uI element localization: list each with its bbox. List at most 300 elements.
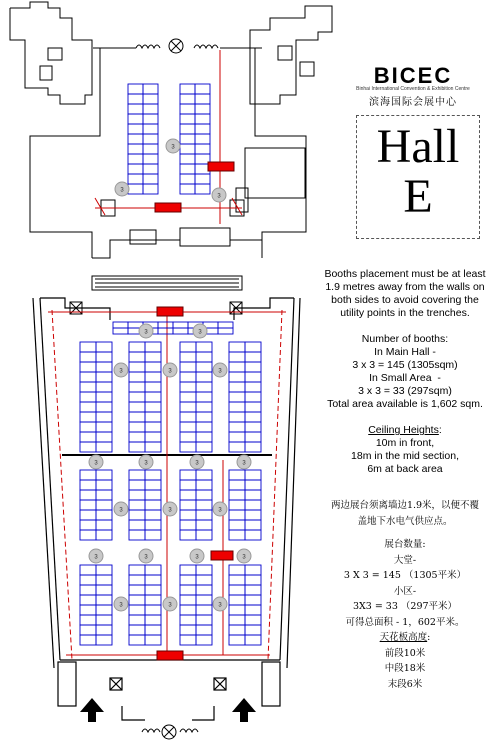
- booth: [129, 625, 145, 635]
- booth: [196, 615, 212, 625]
- booth: [229, 392, 245, 402]
- booth: [96, 372, 112, 382]
- booth-block: [180, 470, 212, 540]
- booth: [180, 184, 195, 194]
- service-point-label: 3: [144, 329, 148, 336]
- booth: [196, 575, 212, 585]
- booth: [245, 530, 261, 540]
- booth: [128, 84, 143, 94]
- booth: [80, 382, 96, 392]
- booth: [196, 470, 212, 480]
- booth: [80, 432, 96, 442]
- utility-box: [208, 162, 234, 171]
- booth: [96, 575, 112, 585]
- booth: [229, 352, 245, 362]
- booth: [129, 480, 145, 490]
- booth: [195, 134, 210, 144]
- small-area-calc-cn: 3X3 = 33 （297平米）: [352, 601, 458, 612]
- booth: [80, 615, 96, 625]
- utility-box: [211, 551, 233, 560]
- booth: [143, 184, 158, 194]
- booth: [180, 635, 196, 645]
- ceiling-mid: 18m in the mid section,: [351, 450, 459, 462]
- booth: [80, 635, 96, 645]
- booth: [145, 412, 161, 422]
- booth: [128, 124, 143, 134]
- booth: [180, 84, 195, 94]
- booth: [128, 144, 143, 154]
- booth-block: [229, 470, 261, 540]
- booth-block: [129, 470, 161, 540]
- placement-note-cn: 两边展台须离墙边1.9米，以便不覆: [330, 500, 480, 511]
- booth: [180, 382, 196, 392]
- booth: [196, 422, 212, 432]
- booth: [96, 412, 112, 422]
- booth: [196, 605, 212, 615]
- booth: [96, 520, 112, 530]
- booth: [145, 625, 161, 635]
- booth: [180, 490, 196, 500]
- booth: [229, 595, 245, 605]
- booth: [143, 94, 158, 104]
- booth: [229, 372, 245, 382]
- booth: [229, 490, 245, 500]
- booth: [229, 480, 245, 490]
- logo-name: BICEC: [373, 63, 453, 88]
- booth: [229, 432, 245, 442]
- upper-service-points: [155, 162, 234, 212]
- service-point-label: 3: [195, 460, 199, 467]
- booth: [129, 412, 145, 422]
- utility-box: [157, 651, 183, 660]
- booth: [96, 352, 112, 362]
- booth: [129, 422, 145, 432]
- booth: [129, 392, 145, 402]
- booth-block: [180, 342, 212, 452]
- booth: [245, 342, 261, 352]
- booth-block: [129, 342, 161, 452]
- service-point-label: 3: [119, 368, 123, 375]
- booth: [129, 585, 145, 595]
- booth: [173, 328, 188, 334]
- booth: [180, 114, 195, 124]
- booth: [145, 490, 161, 500]
- booth: [196, 530, 212, 540]
- booth: [229, 575, 245, 585]
- booth: [80, 392, 96, 402]
- service-point-label: 3: [171, 144, 175, 151]
- booth: [245, 575, 261, 585]
- booth: [143, 154, 158, 164]
- booth: [229, 615, 245, 625]
- ceiling-front-cn: 前段10米: [384, 647, 426, 659]
- booth: [80, 372, 96, 382]
- booth: [196, 432, 212, 442]
- booth: [180, 94, 195, 104]
- booth: [129, 635, 145, 645]
- booth: [145, 520, 161, 530]
- service-point-label: 3: [94, 554, 98, 561]
- booth: [96, 392, 112, 402]
- booth-block: [129, 565, 161, 645]
- booth: [129, 615, 145, 625]
- booth: [229, 382, 245, 392]
- booth-count-heading-cn: 展台数量:: [384, 539, 426, 550]
- booth: [143, 114, 158, 124]
- booth-block: [80, 565, 112, 645]
- booth: [96, 615, 112, 625]
- booth: [129, 605, 145, 615]
- service-point-label: 3: [144, 460, 148, 467]
- booth: [143, 164, 158, 174]
- booth: [129, 402, 145, 412]
- booth: [96, 432, 112, 442]
- hall-title-box: [356, 115, 480, 239]
- booth: [196, 520, 212, 530]
- bottom-entrance: [142, 725, 198, 739]
- booth: [180, 575, 196, 585]
- service-point-label: 3: [119, 602, 123, 609]
- booth: [195, 144, 210, 154]
- booth: [128, 104, 143, 114]
- booth: [196, 402, 212, 412]
- chinese-notes: [316, 498, 494, 692]
- booth: [195, 124, 210, 134]
- booth: [129, 470, 145, 480]
- booth: [196, 342, 212, 352]
- booth: [180, 422, 196, 432]
- booth-block: [113, 322, 233, 334]
- booth: [113, 328, 128, 334]
- booth: [180, 605, 196, 615]
- booth: [180, 595, 196, 605]
- booth: [96, 625, 112, 635]
- booth: [180, 510, 196, 520]
- booth: [180, 585, 196, 595]
- booth: [145, 432, 161, 442]
- booth: [80, 565, 96, 575]
- upper-booth-grid: [128, 84, 210, 194]
- booth: [180, 392, 196, 402]
- booth: [196, 625, 212, 635]
- booth: [195, 94, 210, 104]
- booth: [180, 402, 196, 412]
- booth: [143, 104, 158, 114]
- booth: [143, 134, 158, 144]
- service-point-label: 3: [218, 602, 222, 609]
- booth: [96, 500, 112, 510]
- booth: [158, 322, 173, 328]
- booth: [80, 585, 96, 595]
- small-area-label: In Small Area -: [369, 372, 441, 384]
- booth: [145, 500, 161, 510]
- booth-block: [180, 84, 210, 194]
- booth: [143, 144, 158, 154]
- booth: [196, 480, 212, 490]
- booth: [196, 362, 212, 372]
- booth: [128, 174, 143, 184]
- arrow-up-icon: [232, 698, 256, 722]
- booth: [96, 442, 112, 452]
- booth: [145, 595, 161, 605]
- booth: [196, 635, 212, 645]
- booth: [96, 605, 112, 615]
- booth: [96, 402, 112, 412]
- booth: [245, 635, 261, 645]
- service-point-label: 3: [168, 602, 172, 609]
- service-point-label: 3: [168, 368, 172, 375]
- booth: [145, 372, 161, 382]
- booth: [129, 372, 145, 382]
- booth-block: [80, 342, 112, 452]
- booth: [145, 510, 161, 520]
- booth: [96, 530, 112, 540]
- booth: [195, 114, 210, 124]
- booth-block: [229, 342, 261, 452]
- booth: [229, 520, 245, 530]
- utility-box: [155, 203, 181, 212]
- booth: [180, 615, 196, 625]
- entrance-arrows: [80, 698, 256, 722]
- ceiling-back: 6m at back area: [367, 463, 443, 475]
- booth: [128, 184, 143, 194]
- booth: [245, 352, 261, 362]
- booth: [180, 144, 195, 154]
- booth: [229, 342, 245, 352]
- booth: [128, 134, 143, 144]
- main-hall-label: In Main Hall -: [374, 346, 436, 358]
- total-area: Total area available is 1,602 sqm.: [327, 398, 483, 410]
- service-point-label: 3: [242, 460, 246, 467]
- booth: [80, 442, 96, 452]
- logo-subtitle: Binhai International Convention & Exhibition Centre: [356, 86, 470, 92]
- booth: [145, 382, 161, 392]
- service-point-label: 3: [144, 554, 148, 561]
- service-point-label: 3: [218, 368, 222, 375]
- booth: [145, 342, 161, 352]
- logo-name-cn: 滨海国际会展中心: [369, 97, 457, 108]
- booth-block: [180, 565, 212, 645]
- booth: [96, 342, 112, 352]
- booth: [180, 520, 196, 530]
- booth: [196, 392, 212, 402]
- booth: [180, 470, 196, 480]
- service-point-label: 3: [168, 507, 172, 514]
- ceiling-heading: Ceiling Heights:: [368, 424, 442, 436]
- booth: [80, 412, 96, 422]
- booth: [245, 382, 261, 392]
- booth: [245, 432, 261, 442]
- ceiling-heading-cn: 天花板高度:: [379, 632, 431, 643]
- booth: [180, 480, 196, 490]
- booth: [196, 510, 212, 520]
- service-point-label: 3: [242, 554, 246, 561]
- booth: [245, 585, 261, 595]
- booth: [245, 372, 261, 382]
- booth: [229, 470, 245, 480]
- booth: [96, 490, 112, 500]
- booth: [80, 402, 96, 412]
- booth: [145, 615, 161, 625]
- booth: [96, 585, 112, 595]
- booth: [96, 382, 112, 392]
- booth: [180, 530, 196, 540]
- booth-block: [80, 470, 112, 540]
- booth: [145, 422, 161, 432]
- booth: [180, 442, 196, 452]
- booth: [145, 392, 161, 402]
- booth: [180, 565, 196, 575]
- booth: [80, 342, 96, 352]
- booth: [180, 124, 195, 134]
- booth: [229, 585, 245, 595]
- booth: [196, 412, 212, 422]
- booth: [80, 625, 96, 635]
- booth: [143, 174, 158, 184]
- booth: [229, 565, 245, 575]
- booth: [128, 154, 143, 164]
- booth-block: [229, 565, 261, 645]
- booth: [229, 442, 245, 452]
- utility-box: [157, 307, 183, 316]
- booth: [129, 382, 145, 392]
- booth: [229, 510, 245, 520]
- booth: [180, 154, 195, 164]
- booth: [145, 352, 161, 362]
- service-point-label: 3: [218, 507, 222, 514]
- booth: [229, 362, 245, 372]
- main-hall-calc-cn: 3 X 3 = 145 （1305平米）: [343, 570, 467, 581]
- booth: [229, 412, 245, 422]
- upper-wing-walls: [10, 2, 332, 258]
- booth: [196, 372, 212, 382]
- booth: [180, 342, 196, 352]
- booth: [196, 500, 212, 510]
- booth: [218, 322, 233, 328]
- booth: [245, 412, 261, 422]
- booth: [195, 84, 210, 94]
- booth: [180, 500, 196, 510]
- main-hall-label-cn: 大堂-: [393, 554, 417, 566]
- english-notes: [316, 268, 494, 476]
- booth: [96, 422, 112, 432]
- booth: [96, 470, 112, 480]
- booth: [180, 412, 196, 422]
- small-area-calc: 3 x 3 = 33 (297sqm): [358, 385, 452, 397]
- booth: [129, 490, 145, 500]
- booth: [145, 565, 161, 575]
- booth: [245, 442, 261, 452]
- booth: [245, 422, 261, 432]
- booth: [145, 480, 161, 490]
- placement-note-cn: 盖地下水电气供应点。: [357, 515, 453, 527]
- booth: [129, 500, 145, 510]
- booth: [129, 595, 145, 605]
- booth: [195, 104, 210, 114]
- service-point-label: 3: [198, 329, 202, 336]
- ceiling-front: 10m in front,: [375, 437, 435, 449]
- service-point-label: 3: [195, 554, 199, 561]
- booth: [180, 362, 196, 372]
- booth: [196, 490, 212, 500]
- booth: [229, 530, 245, 540]
- booth: [229, 500, 245, 510]
- booth: [129, 352, 145, 362]
- booth: [80, 490, 96, 500]
- booth: [196, 565, 212, 575]
- booth: [195, 184, 210, 194]
- service-point-label: 3: [119, 507, 123, 514]
- booth: [129, 565, 145, 575]
- booth: [80, 352, 96, 362]
- booth: [80, 510, 96, 520]
- total-area-cn: 可得总面积 - 1，602平米。: [345, 616, 465, 628]
- booth: [128, 94, 143, 104]
- booth: [96, 595, 112, 605]
- booth: [80, 530, 96, 540]
- booth: [80, 520, 96, 530]
- booth: [196, 382, 212, 392]
- booth: [143, 84, 158, 94]
- hall-letter: E: [403, 170, 433, 223]
- booth: [158, 328, 173, 334]
- booth: [245, 480, 261, 490]
- booth: [180, 432, 196, 442]
- booth: [245, 520, 261, 530]
- booth: [229, 605, 245, 615]
- booth: [80, 470, 96, 480]
- booth: [129, 510, 145, 520]
- booth: [80, 595, 96, 605]
- booth: [113, 322, 128, 328]
- placement-note-line: Booths placement must be at least: [324, 268, 486, 280]
- booth: [180, 164, 195, 174]
- booth: [180, 104, 195, 114]
- booth: [129, 432, 145, 442]
- booth: [180, 174, 195, 184]
- placement-note-line: both sides to avoid covering the: [331, 294, 479, 306]
- booth: [96, 480, 112, 490]
- booth: [129, 442, 145, 452]
- top-entrance: [136, 39, 218, 53]
- booth: [145, 605, 161, 615]
- booth: [145, 635, 161, 645]
- ceiling-back-cn: 末段6米: [387, 678, 423, 690]
- booth: [180, 372, 196, 382]
- booth: [145, 402, 161, 412]
- booth: [245, 625, 261, 635]
- booth: [229, 625, 245, 635]
- booth: [196, 585, 212, 595]
- small-area-label-cn: 小区-: [393, 585, 417, 597]
- booth: [196, 352, 212, 362]
- booth: [80, 575, 96, 585]
- booth: [80, 605, 96, 615]
- booth: [80, 422, 96, 432]
- hall-word: Hall: [376, 120, 460, 173]
- booth: [129, 530, 145, 540]
- booth: [143, 124, 158, 134]
- booth: [80, 362, 96, 372]
- booth: [96, 635, 112, 645]
- bicec-logo: [338, 57, 488, 107]
- booth: [96, 362, 112, 372]
- booth: [129, 575, 145, 585]
- placement-note-line: 1.9 metres away from the walls on: [325, 281, 485, 293]
- booth: [245, 470, 261, 480]
- booth: [245, 402, 261, 412]
- booth: [96, 565, 112, 575]
